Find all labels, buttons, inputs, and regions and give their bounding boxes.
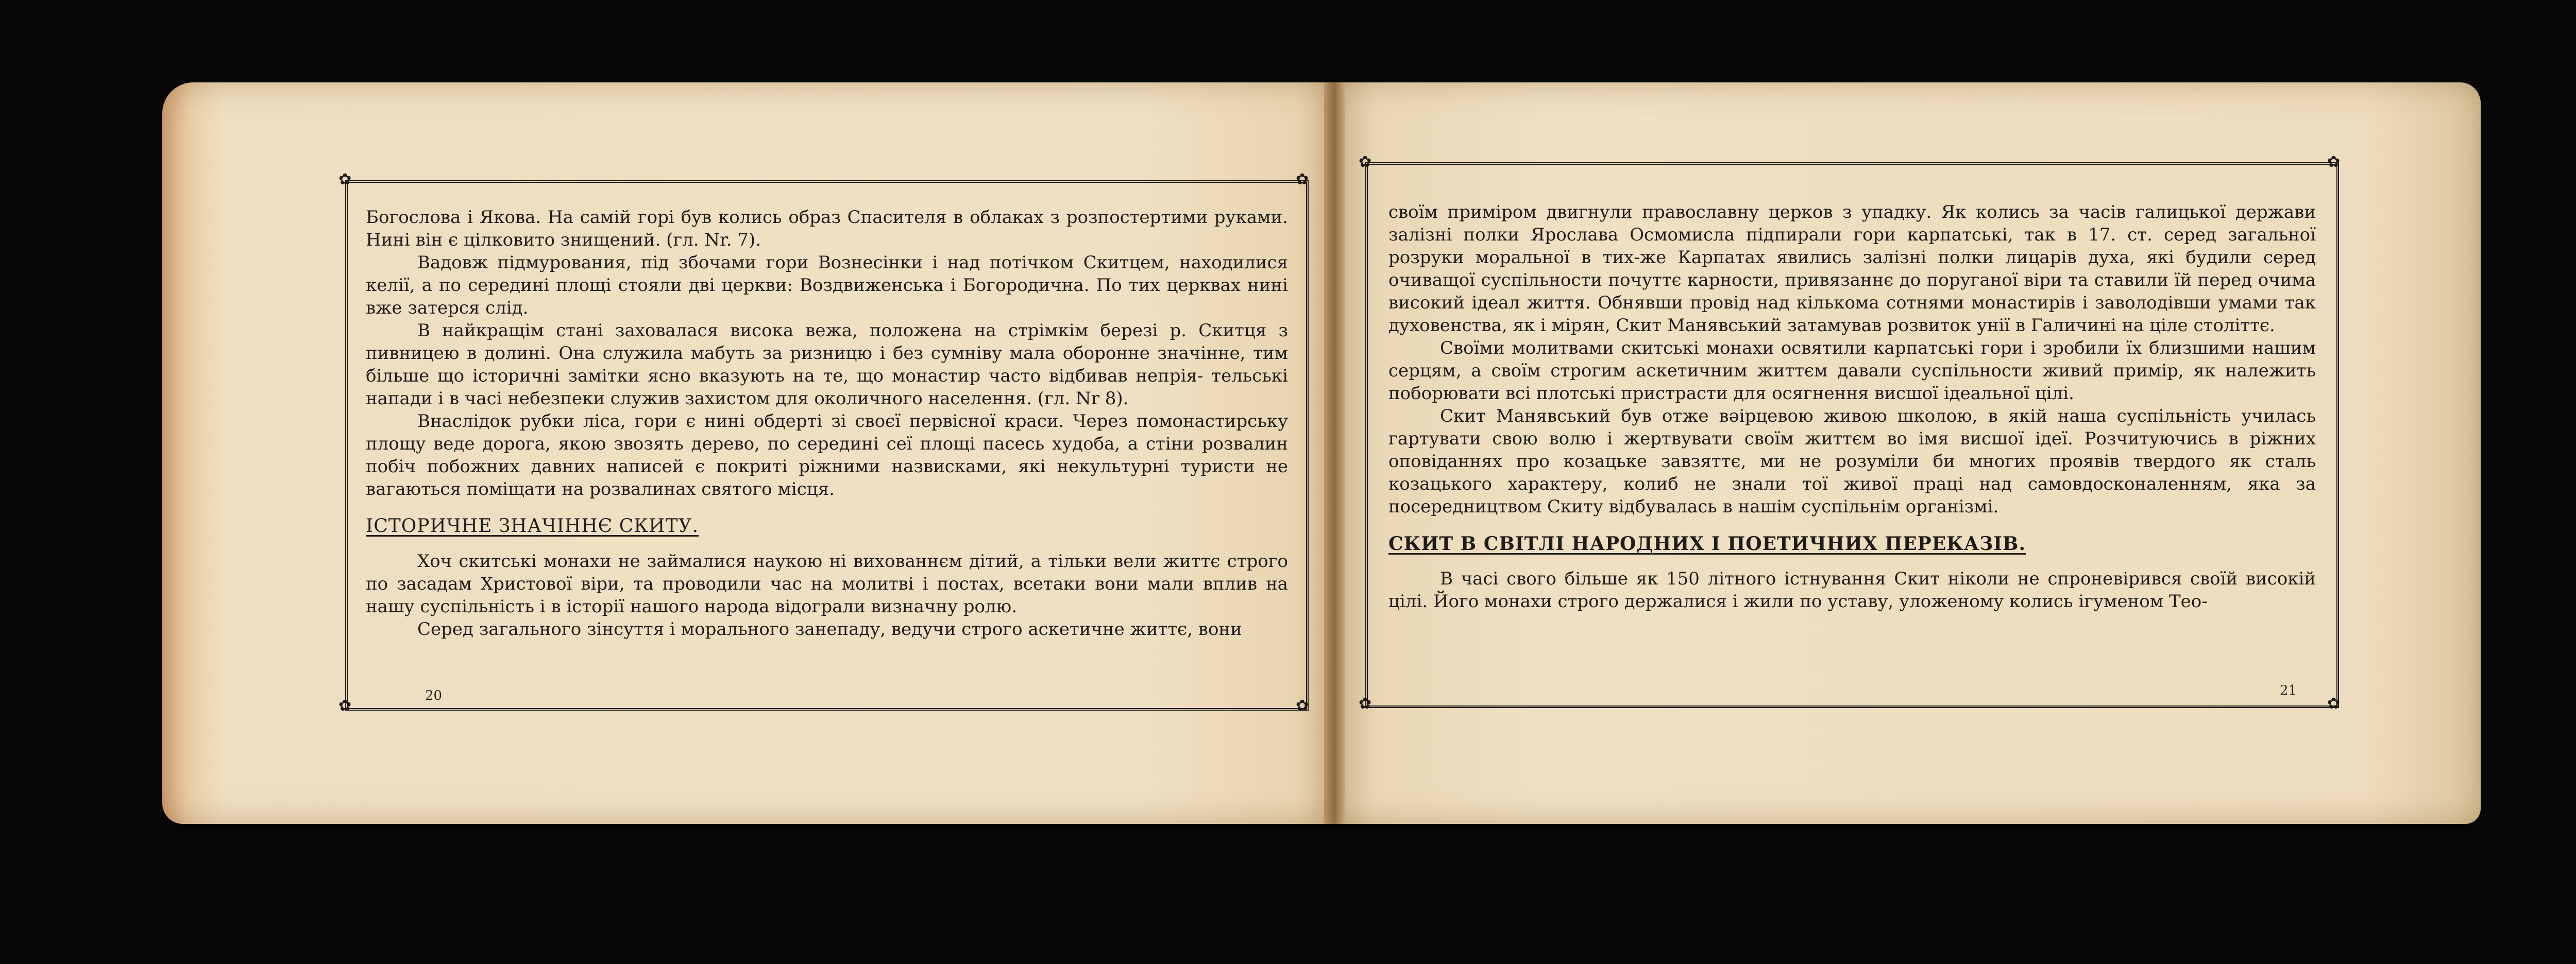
paragraph: Внаслідок рубки ліса, гори є нині обдерті зі своєї первісної краси. Через помонастирську площу веде дорога, якою звозять дерево, по середині сеї площі пасесь худоба, а стіни розвалин побіч побожних давних написей є покриті ріжними назвисками, які некультурні туристи не вагаються поміщати на розвалинах святого місця. <box>366 411 1288 500</box>
corner-ornament-icon: ✿ <box>1296 170 1309 188</box>
corner-ornament-icon: ✿ <box>1359 153 1372 171</box>
corner-ornament-icon: ✿ <box>2327 153 2341 171</box>
corner-ornament-icon: ✿ <box>338 697 352 715</box>
paragraph: Скит Манявський був отже вəірцевою живою школою, в якій наша суспільність училась гартувати свою волю і жертвувати своїм життєм во імя висшої ідеї. Розчитуючись в ріжних оповіданнях про козацьке завзяттє, ми не розуміли би многих проявів твердого як сталь козацького характеру, колиб не знали тої живої праці над самовдосконаленням, яка за посередництвом Скиту відбувалась в нашім суспільнім організмі. <box>1388 406 2316 517</box>
paragraph: Вадовж підмурования, під збочами гори Вознесінки і над потічком Скитцем, находилися келії, а по середині площі стояли дві церкви: Воздвиженська і Богородична. По тих церквах нині вже затерся слід. <box>366 252 1288 318</box>
corner-ornament-icon: ✿ <box>1296 697 1309 715</box>
left-page-body <box>366 206 1288 641</box>
corner-ornament-icon: ✿ <box>2327 695 2341 713</box>
corner-ornament-icon: ✿ <box>338 170 352 188</box>
paragraph: В найкращім стані заховалася висока вежа, положена на стрімкім березі р. Скитця з пивницею в долині. Она служила мабуть за ризницю і без сумніву мала оборонне значінне, тим більше що історичні замітки ясно вказують на те, що монастир часто відбивав непрія- тельські напади і в часі небезпеки служив захистом для околичного населення. (гл. Nr 8). <box>366 320 1288 409</box>
corner-ornament-icon: ✿ <box>1359 695 1372 713</box>
paragraph: Богослова і Якова. На самій горі був колись образ Спасителя в облаках з розпостертими руками. Нині він є цілковито знищений. (гл. Nr. 7). <box>366 207 1288 250</box>
section-heading: ІСТОРИЧНЕ ЗНАЧІННЄ СКИТУ. <box>366 515 699 537</box>
paragraph: В часі свого більше як 150 літного істнування Скит ніколи не спроневірився своїй високій цілі. Його монахи строго держалися і жили по уставу, уложеному колись ігуменом Тео- <box>1388 569 2316 612</box>
right-page-body <box>1388 201 2316 613</box>
paragraph: Хоч скитські монахи не займалися наукою ні вихованнєм дітий, а тільки вели життє строго по засадам Христової віри, та проводили час на молитві і постах, всетаки вони мали вплив на нашу суспільність і в історії нашого народа відограли визначну ролю. <box>366 551 1288 617</box>
open-book <box>162 82 2481 824</box>
right-page <box>1337 82 2481 824</box>
paragraph: своїм приміром двигнули православну церков з упадку. Як колись за часів галицької держави залізні полки Ярослава Осмомисла підпирали гори карпатські, так в 17. ст. серед загальної розруки моральної в тих-же Карпатах явились залізні полки лицарів духа, які будили серед очиващої суспільности почуттє карности, привязаннє до поруганої віри та ставили їй перед очима високий ідеал життя. Обнявши провід над кількома сотнями монастирів і заволодівши умами так духовенства, як і мірян, Скит Манявський затамував розвиток унії в Галичині на ціле століттє. <box>1388 202 2316 336</box>
page-number: 20 <box>425 688 443 703</box>
paragraph: Серед загального зінсуття і морального занепаду, ведучи строго аскетичне життє, вони <box>417 619 1242 640</box>
section-heading: СКИТ В СВІТЛІ НАРОДНИХ І ПОЕТИЧНИХ ПЕРЕКАЗІВ. <box>1388 533 2026 555</box>
book-spine <box>1324 82 1345 824</box>
paragraph: Своїми молитвами скитські монахи освятили карпатські гори і зробили їх близшими нашим серцям, а своїм строгим аскетичним життєм давали суспільности живий примір, як належить поборювати всі плотські пристрасти для осягнення висшої ідеальної цілі. <box>1388 338 2316 404</box>
left-page <box>162 82 1332 824</box>
page-number: 21 <box>2280 683 2297 698</box>
